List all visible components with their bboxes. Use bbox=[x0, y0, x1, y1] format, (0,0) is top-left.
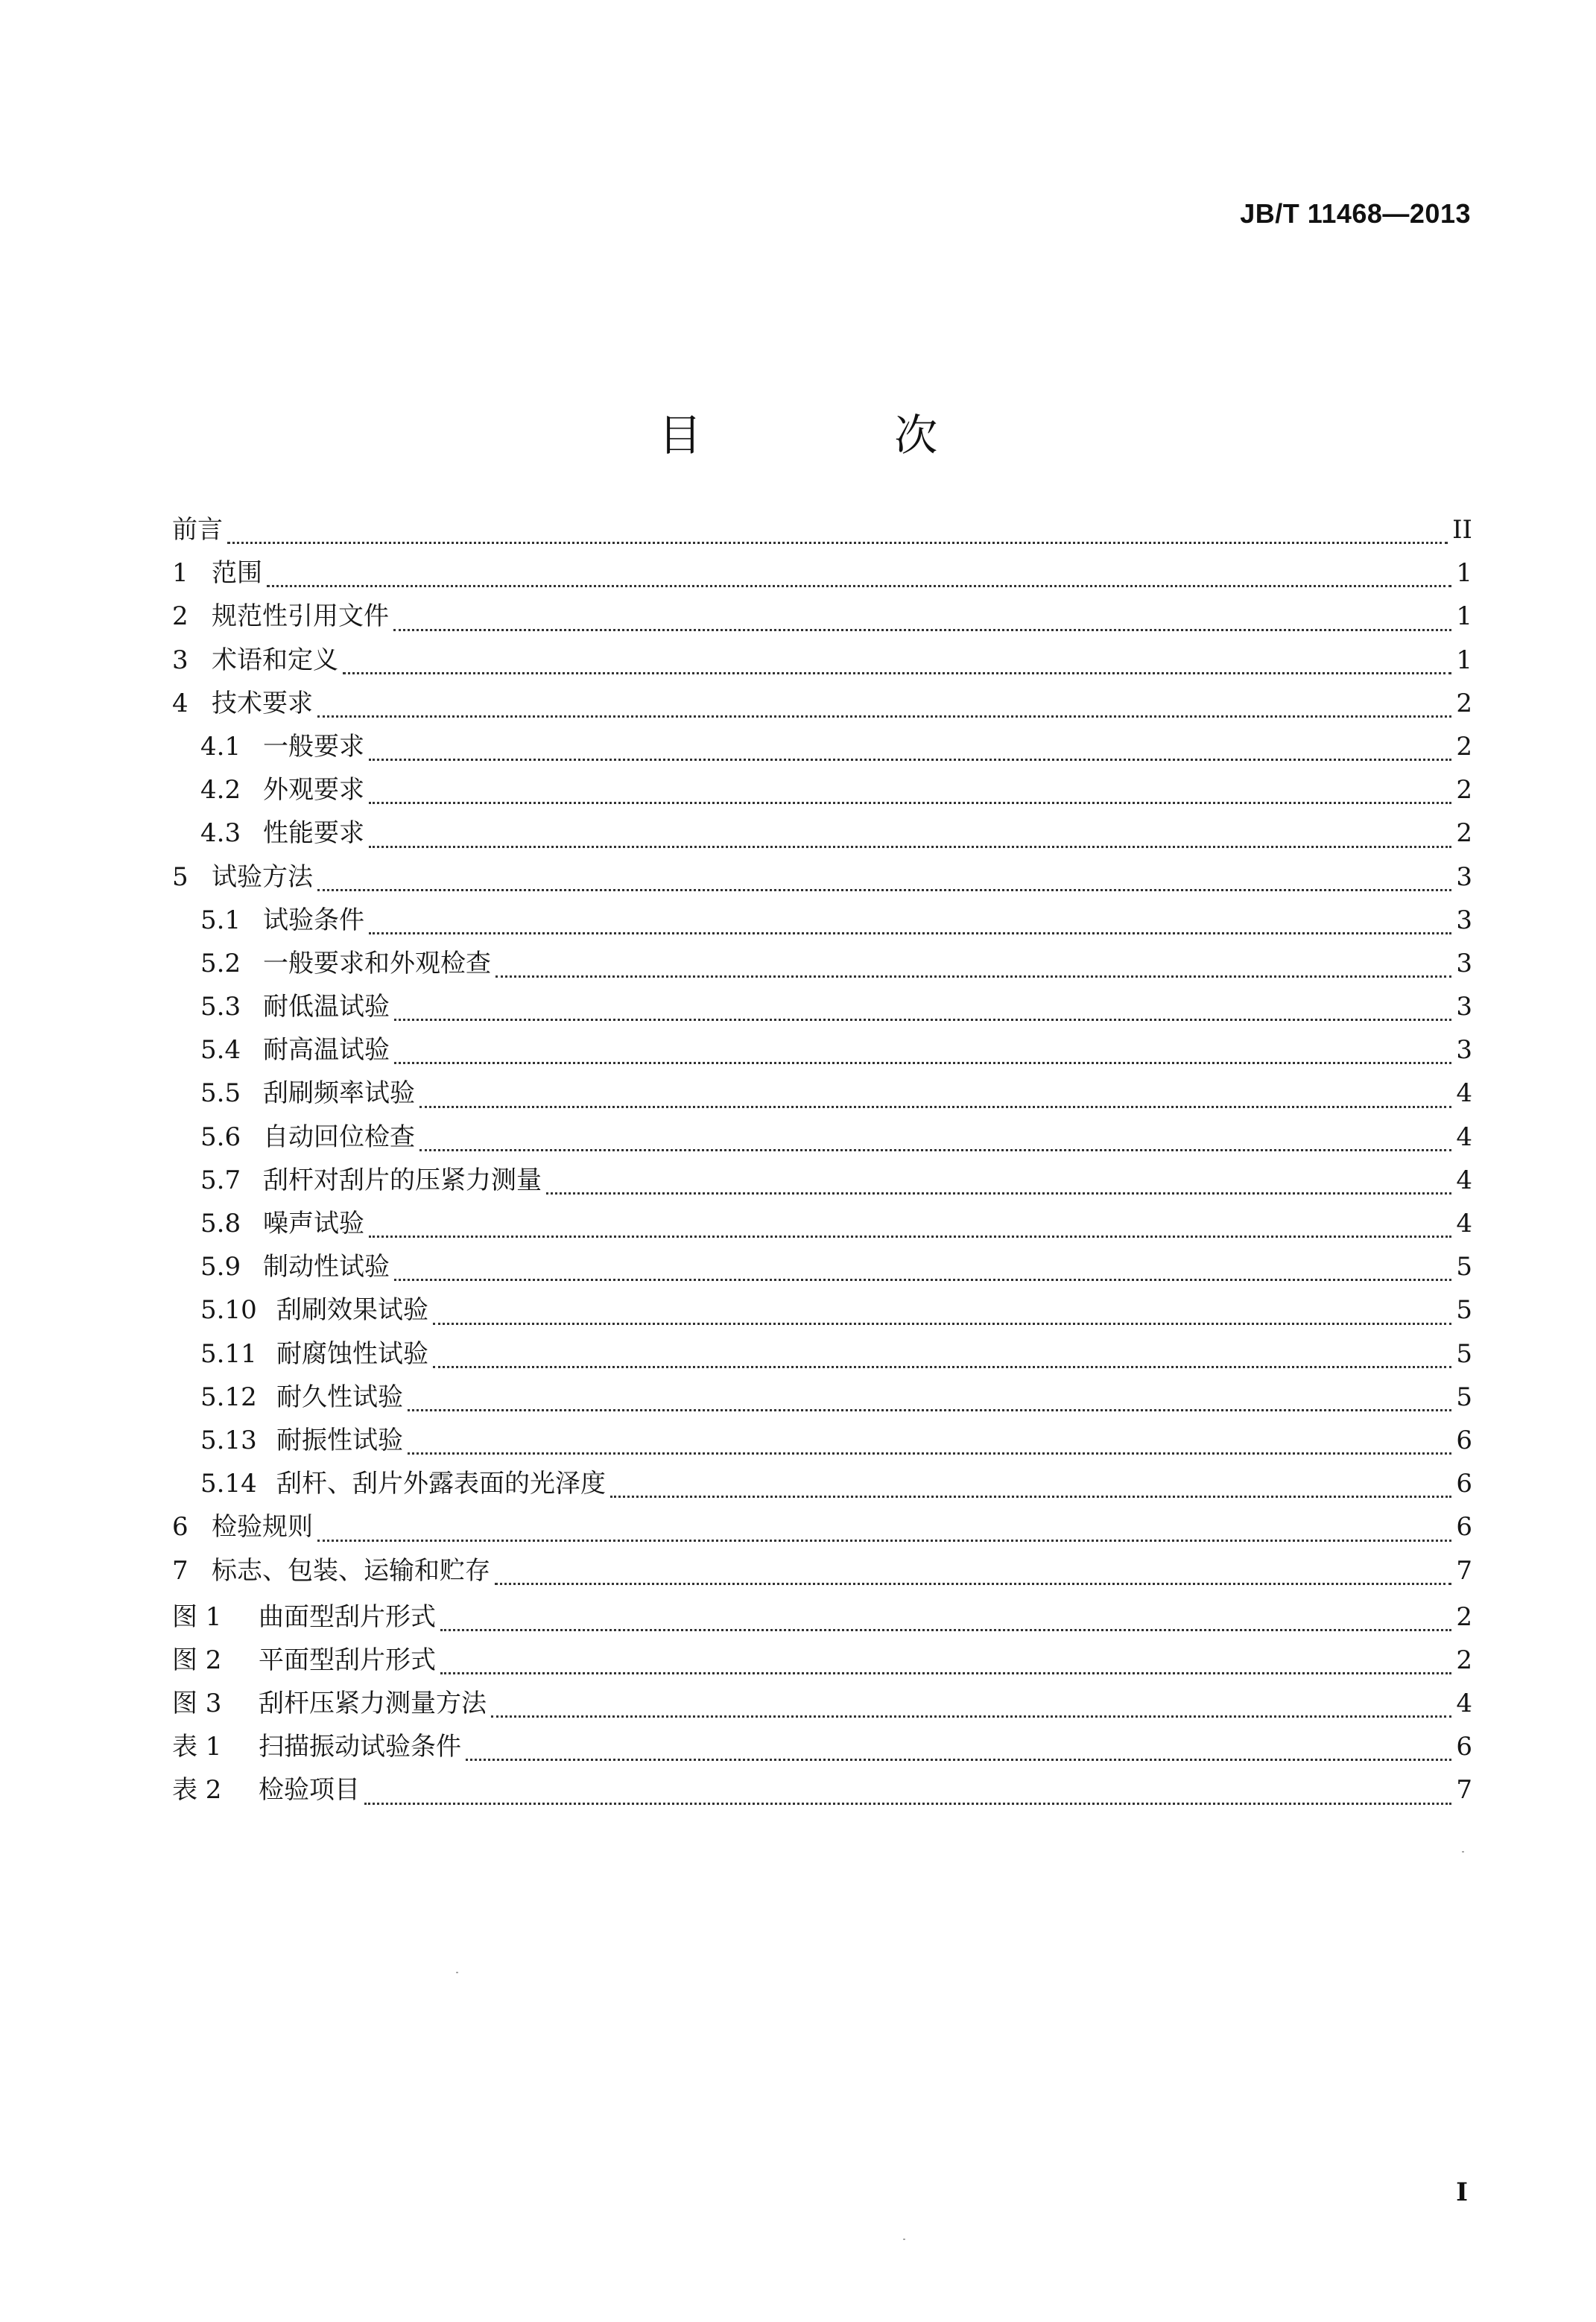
toc-entry-label: 标志、包装、运输和贮存 bbox=[212, 1555, 490, 1586]
toc-entry-page: 7 bbox=[1456, 1555, 1472, 1586]
toc-entry-label: 刮刷频率试验 bbox=[263, 1078, 415, 1109]
toc-entry[interactable] bbox=[172, 1332, 1472, 1376]
toc-dot-leader bbox=[491, 1715, 1451, 1718]
toc-entry[interactable] bbox=[172, 942, 1472, 985]
toc-entry-number: 表 2 bbox=[172, 1775, 222, 1806]
toc-entry-number: 5.1 bbox=[200, 905, 241, 935]
toc-dot-leader bbox=[433, 1366, 1451, 1368]
toc-entry-label: 扫描振动试验条件 bbox=[259, 1732, 461, 1762]
toc-entry-number: 5.12 bbox=[200, 1382, 257, 1412]
toc-dot-leader bbox=[466, 1759, 1451, 1761]
toc-entry-number: 5.8 bbox=[200, 1209, 241, 1238]
toc-entry-label: 试验方法 bbox=[212, 861, 313, 892]
toc-dot-leader bbox=[369, 846, 1451, 848]
toc-entry-number: 图 3 bbox=[172, 1689, 222, 1719]
toc-entry[interactable] bbox=[172, 595, 1472, 638]
toc-entry-page: 5 bbox=[1456, 1295, 1472, 1326]
toc-entry-number: 4.1 bbox=[200, 731, 241, 762]
toc-dot-leader bbox=[317, 715, 1451, 718]
toc-entry-label: 平面型刮片形式 bbox=[259, 1645, 436, 1675]
toc-dot-leader bbox=[369, 759, 1451, 761]
toc-entry-page: 6 bbox=[1456, 1469, 1472, 1499]
toc-entry-label: 性能要求 bbox=[263, 818, 364, 849]
toc-entry-label: 检验项目 bbox=[259, 1775, 360, 1806]
toc-dot-leader bbox=[369, 1236, 1451, 1238]
toc-entry[interactable] bbox=[172, 1202, 1472, 1245]
toc-entry-page: 2 bbox=[1456, 1601, 1472, 1632]
toc-entry-page: 3 bbox=[1456, 861, 1472, 892]
toc-entry-page: 3 bbox=[1456, 1035, 1472, 1066]
toc-entry-number: 4.2 bbox=[200, 775, 241, 806]
toc-entry-page: 4 bbox=[1456, 1165, 1472, 1195]
toc-entry[interactable] bbox=[172, 1768, 1472, 1812]
toc-dot-leader bbox=[317, 1540, 1451, 1542]
toc-entry-label: 术语和定义 bbox=[212, 645, 338, 675]
toc-entry-page: 4 bbox=[1456, 1078, 1472, 1109]
toc-entry-label: 刮杆、刮片外露表面的光泽度 bbox=[276, 1469, 606, 1499]
toc-entry-page: 6 bbox=[1456, 1732, 1472, 1762]
toc-entry[interactable] bbox=[172, 1116, 1472, 1159]
toc-dot-leader bbox=[419, 1149, 1451, 1151]
toc-dot-leader bbox=[369, 932, 1451, 934]
toc-entry-label: 刮杆压紧力测量方法 bbox=[259, 1689, 487, 1719]
toc-entry-label: 刮杆对刮片的压紧力测量 bbox=[263, 1165, 542, 1195]
toc-entry-page: 6 bbox=[1456, 1425, 1472, 1455]
toc-entry-page: II bbox=[1452, 515, 1472, 545]
toc-dot-leader bbox=[610, 1496, 1451, 1498]
page-title: 目 次 bbox=[658, 409, 1027, 461]
toc-entry-page: 2 bbox=[1456, 1645, 1472, 1675]
toc-entry-number: 5.5 bbox=[200, 1078, 241, 1109]
toc-entry-page: 3 bbox=[1456, 992, 1472, 1022]
toc-dot-leader bbox=[546, 1192, 1451, 1195]
toc-entry[interactable] bbox=[172, 508, 1472, 551]
toc-entry[interactable] bbox=[172, 768, 1472, 812]
standard-code: JB/T 11468—2013 bbox=[1240, 198, 1471, 229]
toc-entry[interactable] bbox=[172, 1072, 1472, 1115]
toc-entry-label: 外观要求 bbox=[263, 775, 364, 806]
toc-dot-leader bbox=[408, 1452, 1451, 1455]
toc-entry[interactable] bbox=[172, 1462, 1472, 1505]
page-number: I bbox=[1456, 2177, 1468, 2207]
toc-entry-number: 2 bbox=[172, 601, 189, 632]
toc-entry[interactable] bbox=[172, 639, 1472, 682]
scan-speck bbox=[903, 2239, 905, 2240]
toc-entry[interactable] bbox=[172, 985, 1472, 1028]
toc-entry-page: 1 bbox=[1456, 645, 1472, 675]
toc-entry[interactable] bbox=[172, 1419, 1472, 1462]
toc-entry-label: 检验规则 bbox=[212, 1512, 313, 1543]
toc-dot-leader bbox=[267, 585, 1451, 587]
toc-entry-label: 一般要求 bbox=[263, 731, 364, 762]
toc-entry[interactable] bbox=[172, 1376, 1472, 1419]
toc-dot-leader bbox=[394, 1279, 1451, 1281]
toc-entry-page: 4 bbox=[1456, 1689, 1472, 1719]
toc-entry-page: 6 bbox=[1456, 1512, 1472, 1543]
toc-entry-number: 1 bbox=[172, 558, 189, 589]
toc-entry-page: 2 bbox=[1456, 818, 1472, 849]
toc-dot-leader bbox=[495, 1583, 1451, 1585]
toc-dot-leader bbox=[369, 802, 1451, 804]
toc-entry-number: 4.3 bbox=[200, 818, 241, 849]
toc-entry-page: 5 bbox=[1456, 1382, 1472, 1412]
toc-entry-label: 一般要求和外观检查 bbox=[263, 948, 491, 978]
toc-entry-page: 4 bbox=[1456, 1122, 1472, 1152]
toc-dot-leader bbox=[495, 975, 1451, 978]
toc-entry-label: 自动回位检查 bbox=[263, 1122, 415, 1152]
toc-entry-number: 7 bbox=[172, 1555, 189, 1586]
toc-entry-label: 噪声试验 bbox=[263, 1209, 364, 1238]
toc-entry-number: 5.9 bbox=[200, 1252, 241, 1282]
toc-entry-number: 表 1 bbox=[172, 1732, 222, 1762]
scan-speck bbox=[1462, 1851, 1464, 1853]
toc-entry-page: 1 bbox=[1456, 601, 1472, 632]
toc-entry-number: 5.6 bbox=[200, 1122, 241, 1152]
toc-dot-leader bbox=[394, 1062, 1451, 1064]
toc-entry-page: 2 bbox=[1456, 731, 1472, 762]
toc-entry-number: 5.4 bbox=[200, 1035, 241, 1066]
toc-entry-number: 5 bbox=[172, 861, 189, 892]
toc-entry[interactable] bbox=[172, 682, 1472, 725]
toc-entry-number: 图 1 bbox=[172, 1601, 222, 1632]
toc-entry[interactable] bbox=[172, 1288, 1472, 1332]
toc-dot-leader bbox=[227, 542, 1448, 544]
toc-entry-number: 5.11 bbox=[200, 1338, 257, 1369]
toc-dot-leader bbox=[440, 1672, 1451, 1674]
toc-entry[interactable] bbox=[172, 1245, 1472, 1288]
toc-entry-number: 5.7 bbox=[200, 1165, 241, 1195]
toc-entry-number: 图 2 bbox=[172, 1645, 222, 1675]
toc-entry-page: 5 bbox=[1456, 1252, 1472, 1282]
toc-dot-leader bbox=[433, 1323, 1451, 1325]
table-of-contents bbox=[172, 508, 1472, 1812]
scan-speck bbox=[456, 1972, 458, 1973]
toc-entry[interactable] bbox=[172, 725, 1472, 768]
toc-entry-page: 3 bbox=[1456, 905, 1472, 935]
toc-entry[interactable] bbox=[172, 812, 1472, 855]
toc-entry[interactable] bbox=[172, 1725, 1472, 1768]
toc-entry[interactable] bbox=[172, 1028, 1472, 1072]
toc-dot-leader bbox=[317, 889, 1451, 891]
toc-entry-label: 耐低温试验 bbox=[263, 992, 390, 1022]
toc-entry-number: 5.2 bbox=[200, 948, 241, 978]
toc-entry-number: 6 bbox=[172, 1512, 189, 1543]
toc-entry-page: 2 bbox=[1456, 775, 1472, 806]
toc-dot-leader bbox=[440, 1629, 1451, 1631]
toc-entry-label: 耐振性试验 bbox=[276, 1425, 403, 1455]
toc-entry-label: 范围 bbox=[212, 558, 262, 589]
toc-entry[interactable] bbox=[172, 1505, 1472, 1548]
toc-entry-label: 技术要求 bbox=[212, 688, 313, 718]
toc-entry[interactable] bbox=[172, 1639, 1472, 1682]
toc-entry-label: 前言 bbox=[172, 515, 223, 545]
toc-entry-page: 2 bbox=[1456, 688, 1472, 718]
toc-entry-number: 4 bbox=[172, 688, 189, 718]
toc-entry-label: 耐久性试验 bbox=[276, 1382, 403, 1412]
toc-entry-label: 耐腐蚀性试验 bbox=[276, 1338, 428, 1369]
toc-entry[interactable] bbox=[172, 1549, 1472, 1592]
toc-dot-leader bbox=[394, 1019, 1451, 1021]
toc-entry-number: 5.13 bbox=[200, 1425, 257, 1455]
toc-entry-number: 5.14 bbox=[200, 1469, 257, 1499]
toc-entry-label: 试验条件 bbox=[263, 905, 364, 935]
toc-dot-leader bbox=[364, 1803, 1451, 1805]
toc-entry-label: 曲面型刮片形式 bbox=[259, 1601, 436, 1632]
toc-entry[interactable] bbox=[172, 899, 1472, 942]
toc-entry-page: 4 bbox=[1456, 1209, 1472, 1238]
toc-entry-label: 刮刷效果试验 bbox=[276, 1295, 428, 1326]
toc-entry[interactable] bbox=[172, 1595, 1472, 1639]
toc-entry-page: 7 bbox=[1456, 1775, 1472, 1806]
toc-entry-number: 5.10 bbox=[200, 1295, 257, 1326]
toc-entry-label: 耐高温试验 bbox=[263, 1035, 390, 1066]
toc-entry-number: 3 bbox=[172, 645, 189, 675]
toc-dot-leader bbox=[419, 1106, 1451, 1108]
toc-entry-label: 规范性引用文件 bbox=[212, 601, 389, 632]
toc-entry-label: 制动性试验 bbox=[263, 1252, 390, 1282]
toc-entry[interactable] bbox=[172, 855, 1472, 899]
toc-entry[interactable] bbox=[172, 1159, 1472, 1202]
toc-entry-page: 3 bbox=[1456, 948, 1472, 978]
toc-entry-number: 5.3 bbox=[200, 992, 241, 1022]
toc-dot-leader bbox=[393, 629, 1451, 631]
toc-entry-page: 1 bbox=[1456, 558, 1472, 589]
toc-dot-leader bbox=[343, 672, 1451, 674]
toc-entry[interactable] bbox=[172, 551, 1472, 595]
toc-entry-page: 5 bbox=[1456, 1338, 1472, 1369]
toc-dot-leader bbox=[408, 1409, 1451, 1411]
toc-entry[interactable] bbox=[172, 1682, 1472, 1725]
